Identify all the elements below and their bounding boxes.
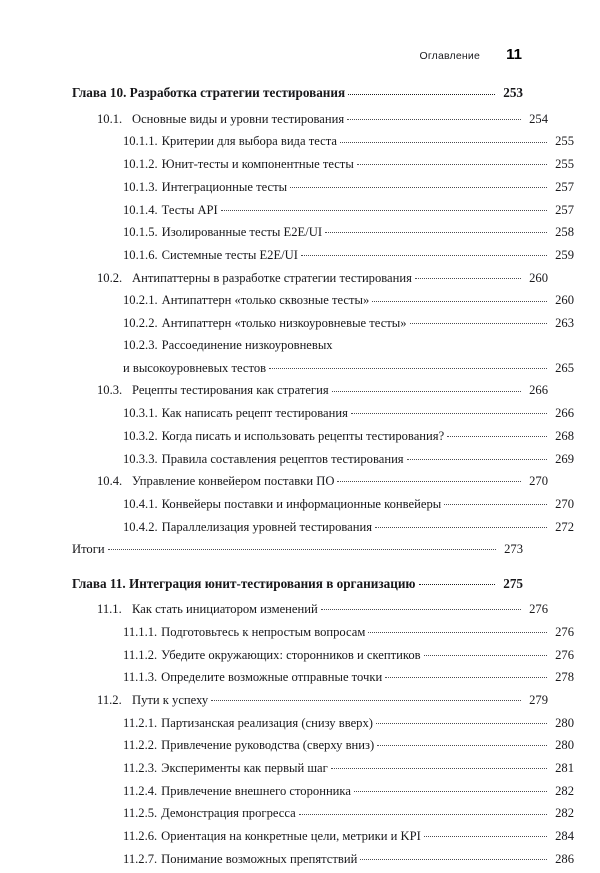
dot-leader	[269, 359, 547, 372]
toc-entry-number: 10.1.3.	[123, 179, 158, 194]
toc-subsection-entry[interactable]	[123, 782, 574, 799]
toc-entry-page: 276	[529, 602, 548, 617]
toc-subsection-entry[interactable]	[123, 646, 574, 663]
dot-leader	[332, 382, 521, 395]
toc-entry-page: 269	[555, 451, 574, 466]
dot-leader	[368, 623, 547, 636]
toc-subsection-entry[interactable]	[123, 405, 574, 422]
toc-entry-title: Правила составления рецептов тестирования	[161, 451, 404, 466]
toc-entry-page: 276	[555, 624, 574, 639]
toc-entry-number: 11.1.3.	[123, 670, 158, 685]
toc-entry-number: 10.2.1.	[123, 293, 158, 308]
toc-entry-title: Демонстрация прогресса	[161, 806, 296, 821]
table-of-contents	[72, 84, 574, 873]
dot-leader	[375, 518, 547, 531]
toc-subsection-entry[interactable]	[123, 359, 574, 376]
toc-section-entry[interactable]	[97, 473, 548, 490]
toc-entry-number: 11.2.2.	[123, 738, 158, 753]
toc-entry-number: 10.3.2.	[123, 428, 158, 443]
toc-section-entry[interactable]	[97, 601, 548, 618]
dot-leader	[347, 110, 521, 123]
toc-entry-page: 260	[529, 270, 548, 285]
dot-leader	[354, 782, 547, 795]
page-folio-number: 11	[506, 46, 522, 63]
toc-subsection-entry[interactable]	[123, 201, 574, 218]
toc-entry-title: Конвейеры поставки и информационные конвейеры	[161, 496, 442, 511]
toc-entry-page: 280	[555, 738, 574, 753]
toc-entry-page: 266	[529, 383, 548, 398]
dot-leader	[321, 601, 521, 614]
toc-entry-number: 10.4.2.	[123, 519, 158, 534]
dot-leader	[221, 201, 547, 214]
dot-leader	[348, 84, 495, 97]
toc-subsection-entry[interactable]	[123, 427, 574, 444]
toc-subsection-entry[interactable]	[123, 314, 574, 331]
dot-leader	[340, 133, 547, 146]
dot-leader	[372, 292, 547, 305]
toc-entry-title: Понимание возможных препятствий	[161, 851, 358, 866]
toc-entry-page: 272	[555, 519, 574, 534]
dot-leader	[415, 269, 521, 282]
dot-leader	[351, 405, 547, 418]
toc-subsection-entry[interactable]	[123, 337, 574, 353]
toc-entry-number: 10.1.4.	[123, 202, 158, 217]
toc-entry-title: Рецепты тестирования как стратегия	[132, 383, 329, 398]
toc-entry-title: и высокоуровневых тестов	[123, 360, 267, 375]
toc-entry-title: Глава 10. Разработка стратегии тестирования	[72, 85, 346, 101]
toc-subsection-entry[interactable]	[123, 224, 574, 241]
toc-entry-title: Антипаттерн «только сквозные тесты»	[161, 293, 370, 308]
toc-entry-number: 11.1.1.	[123, 624, 158, 639]
toc-subsection-entry[interactable]	[123, 495, 574, 512]
toc-entry-number: 10.3.1.	[123, 406, 158, 421]
toc-entry-title: Управление конвейером поставки ПО	[132, 474, 335, 489]
toc-entry-page: 279	[529, 692, 548, 707]
dot-leader	[410, 314, 547, 327]
toc-entry-title: Как написать рецепт тестирования	[161, 406, 348, 421]
toc-entry-page: 265	[555, 360, 574, 375]
dot-leader	[447, 427, 547, 440]
toc-entry-page: 282	[555, 783, 574, 798]
toc-entry-title: Ориентация на конкретные цели, метрики и KPI	[161, 829, 421, 843]
section-spacer	[72, 563, 523, 574]
toc-entry-number: 11.2.4.	[123, 783, 158, 798]
toc-entry-page: 254	[529, 111, 548, 126]
toc-subsection-entry[interactable]	[123, 133, 574, 150]
toc-entry-number: 11.2.7.	[123, 851, 158, 866]
toc-entry-title: Параллелизация уровней тестирования	[161, 519, 373, 534]
toc-entry-number: 11.2.3.	[123, 760, 158, 775]
toc-subsection-entry[interactable]	[123, 156, 574, 173]
toc-entry-number: 10.1.	[97, 111, 123, 126]
toc-entry-page: 284	[555, 829, 574, 843]
toc-entry-page: 266	[555, 406, 574, 421]
dot-leader	[299, 805, 547, 818]
toc-chapter-11-entries	[72, 601, 574, 867]
dot-leader	[357, 156, 547, 169]
toc-entry-number: 10.3.3.	[123, 451, 158, 466]
toc-section-entry[interactable]	[97, 691, 548, 708]
toc-entry-page: 276	[555, 647, 574, 662]
toc-entry-title: Убедите окружающих: сторонников и скептиков	[161, 647, 421, 662]
toc-entry-title: Как стать инициатором изменений	[132, 602, 318, 617]
dot-leader	[290, 178, 547, 191]
toc-entry-title: Изолированные тесты E2E/UI	[161, 225, 323, 240]
toc-entry-number: 11.2.1.	[123, 715, 158, 730]
toc-entry-page: 278	[555, 670, 574, 685]
dot-leader	[424, 646, 547, 659]
toc-entry-title: Юнит-тесты и компонентные тесты	[161, 157, 354, 172]
toc-entry-title: Партизанская реализация (снизу вверх)	[161, 715, 373, 730]
dot-leader	[377, 737, 547, 750]
toc-chapter-entry[interactable]	[72, 574, 523, 591]
toc-entry-page: 281	[555, 760, 574, 775]
toc-entry-page: 259	[555, 247, 574, 262]
dot-leader	[331, 759, 547, 772]
toc-entry-title: Когда писать и использовать рецепты тестирования?	[161, 428, 445, 443]
dot-leader	[301, 246, 547, 259]
toc-entry-title: Основные виды и уровни тестирования	[132, 111, 345, 126]
toc-entry-title: Подготовьтесь к непростым вопросам	[161, 624, 366, 639]
toc-entry-number: 11.1.2.	[123, 647, 158, 662]
toc-entry-number: 10.2.	[97, 270, 123, 285]
dot-leader	[407, 450, 547, 463]
toc-entry-number: 10.2.2.	[123, 315, 158, 330]
toc-entry-page: 280	[555, 715, 574, 730]
toc-entry-title: Привлечение руководства (сверху вниз)	[161, 738, 375, 753]
dot-leader	[108, 541, 496, 554]
toc-entry-number: 10.1.5.	[123, 225, 158, 240]
toc-entry-page: 255	[555, 134, 574, 149]
toc-entry-number: 10.4.1.	[123, 496, 158, 511]
dot-leader	[424, 827, 547, 840]
toc-entry-number: 11.2.	[97, 692, 122, 707]
dot-leader	[444, 495, 547, 508]
toc-section-entry[interactable]	[97, 110, 548, 127]
toc-entry-page: 268	[555, 428, 574, 443]
toc-subsection-entry[interactable]	[123, 827, 574, 844]
toc-entry-page: 270	[529, 474, 548, 489]
toc-entry-number: 11.1.	[97, 602, 122, 617]
toc-entry-number: 10.1.1.	[123, 134, 158, 149]
dot-leader	[376, 714, 547, 727]
toc-entry-page: 273	[504, 542, 523, 557]
toc-entry-title: Эксперименты как первый шаг	[161, 760, 328, 775]
toc-entry-page: 286	[555, 851, 574, 866]
toc-entry-title: Тесты API	[161, 202, 218, 217]
toc-entry-number: 10.3.	[97, 383, 123, 398]
toc-entry-title: Привлечение внешнего сторонника	[161, 783, 351, 798]
dot-leader	[211, 691, 521, 704]
dot-leader	[325, 224, 547, 237]
toc-entry-number: 11.2.6.	[123, 829, 158, 843]
toc-subsection-entry[interactable]	[123, 759, 574, 776]
toc-subsection-entry[interactable]	[123, 714, 574, 731]
toc-entry-title: Антипаттерны в разработке стратегии тестирования	[132, 270, 412, 285]
toc-entry-title: Итоги	[72, 542, 105, 557]
toc-subsection-entry[interactable]	[123, 518, 574, 535]
toc-entry-title: Критерии для выбора вида теста	[161, 134, 337, 149]
toc-entry-page: 260	[555, 293, 574, 308]
running-head-title: Оглавление	[419, 50, 480, 62]
toc-entry-title: Системные тесты E2E/UI	[161, 247, 298, 262]
toc-subsection-entry[interactable]	[123, 850, 574, 867]
toc-section-entry[interactable]	[97, 382, 548, 399]
toc-chapter-10-entries	[72, 110, 574, 534]
toc-entry-number: 11.2.5.	[123, 806, 158, 821]
toc-entry-title: Пути к успеху	[132, 692, 209, 707]
toc-chapter-entry[interactable]	[72, 84, 523, 101]
dot-leader	[385, 669, 547, 682]
toc-entry-page: 258	[555, 225, 574, 240]
toc-entry-title: Рассоединение низкоуровневых	[161, 338, 333, 353]
toc-section-entry[interactable]	[97, 269, 548, 286]
toc-entry-number: 10.4.	[97, 474, 123, 489]
toc-entry-page: 275	[503, 575, 523, 591]
toc-entry-number: 10.1.2.	[123, 157, 158, 172]
running-head	[0, 46, 522, 63]
toc-entry-title: Глава 11. Интеграция юнит-тестирования в организацию	[72, 575, 416, 591]
toc-entry-title: Определите возможные отправные точки	[161, 670, 383, 685]
dot-leader	[337, 473, 521, 486]
toc-entry-page: 270	[555, 496, 574, 511]
toc-subsection-entry[interactable]	[123, 669, 574, 686]
toc-entry-page: 282	[555, 806, 574, 821]
toc-subsection-entry[interactable]	[123, 178, 574, 195]
toc-entry-title: Интеграционные тесты	[161, 179, 288, 194]
toc-subsection-entry[interactable]	[123, 292, 574, 309]
toc-subsection-entry[interactable]	[123, 805, 574, 822]
toc-entry-number: 10.2.3.	[123, 338, 158, 353]
toc-entry-page: 257	[555, 179, 574, 194]
toc-entry-page: 253	[503, 85, 523, 101]
toc-entry-page: 255	[555, 157, 574, 172]
toc-entry-page: 263	[555, 315, 574, 330]
toc-subsection-entry[interactable]	[123, 450, 574, 467]
toc-subsection-entry[interactable]	[123, 623, 574, 640]
dot-leader	[360, 850, 547, 863]
toc-entry-page: 257	[555, 202, 574, 217]
toc-entry-title: Антипаттерн «только низкоуровневые тесты»	[161, 315, 407, 330]
toc-entry-number: 10.1.6.	[123, 247, 158, 262]
toc-subsection-entry[interactable]	[123, 246, 574, 263]
dot-leader	[419, 574, 496, 587]
toc-subsection-entry[interactable]	[123, 737, 574, 754]
toc-summary-entry[interactable]	[72, 541, 523, 558]
